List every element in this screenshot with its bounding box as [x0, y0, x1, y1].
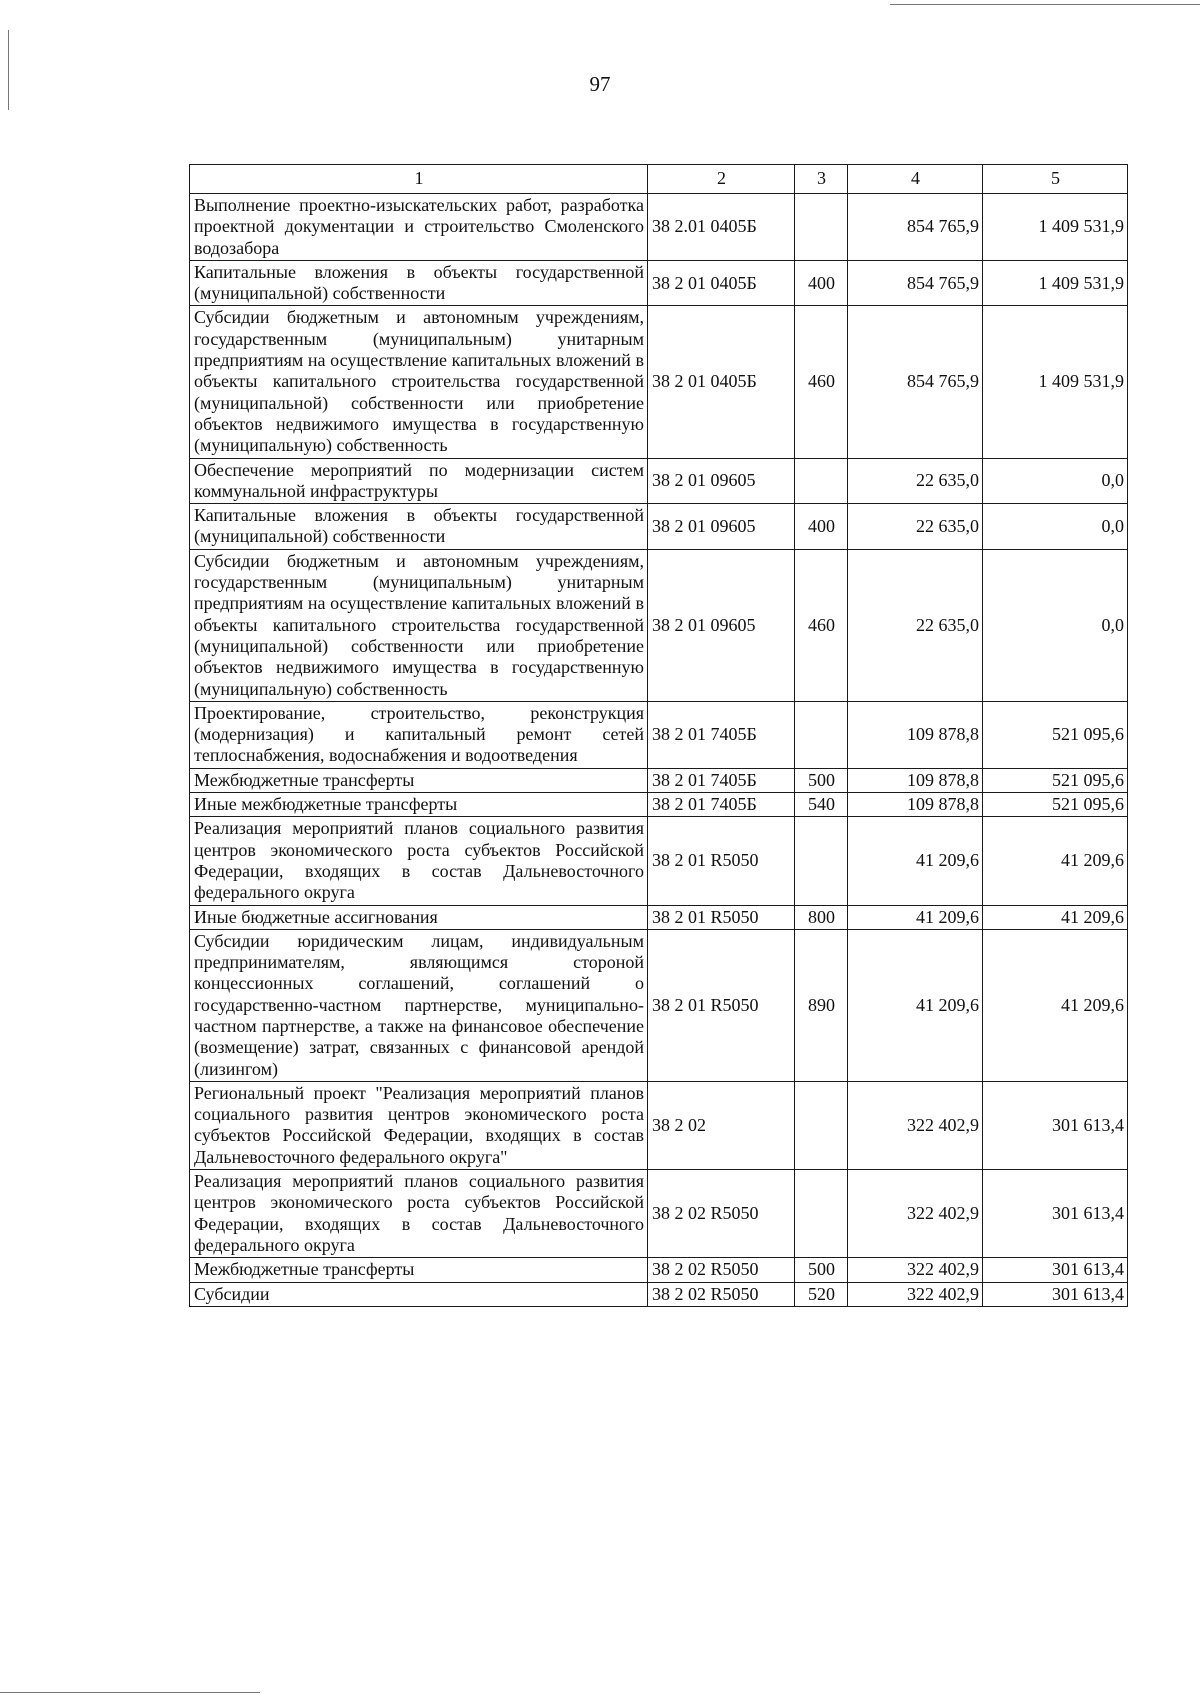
row-code: 38 2 02 R5050: [648, 1258, 795, 1282]
row-value-5: 1 409 531,9: [983, 260, 1128, 306]
row-value-4: 41 209,6: [848, 929, 983, 1081]
row-type: [795, 701, 848, 768]
row-code: 38 2 01 0405Б: [648, 306, 795, 458]
row-value-4: 322 402,9: [848, 1170, 983, 1258]
row-name: Субсидии юридическим лицам, индивидуальным предпринимателям, являющимся стороной концессионных соглашений, соглашений о государственно-частном партнерстве, муниципально-частном партнерстве, а также на финансовое обеспечение (возмещение) затрат, связанных с финансовой арендой (лизингом): [190, 929, 648, 1081]
row-name: Выполнение проектно-изыскательских работ, разработка проектной документации и строительство Смоленского водозабора: [190, 194, 648, 261]
row-name: Межбюджетные трансферты: [190, 1258, 648, 1282]
column-header-5: 5: [983, 165, 1128, 194]
row-value-4: 109 878,8: [848, 701, 983, 768]
row-value-5: 521 095,6: [983, 793, 1128, 817]
table-row: [190, 1081, 1128, 1169]
table-row: [190, 1282, 1128, 1306]
table-row: [190, 260, 1128, 306]
row-value-5: 0,0: [983, 458, 1128, 504]
row-name: Субсидии: [190, 1282, 648, 1306]
row-type: [795, 1170, 848, 1258]
row-name: Реализация мероприятий планов социального развития центров экономического роста субъектов Российской Федерации, входящих в состав Дальневосточного федерального округа: [190, 817, 648, 905]
row-name: Реализация мероприятий планов социального развития центров экономического роста субъектов Российской Федерации, входящих в состав Дальневосточного федерального округа: [190, 1170, 648, 1258]
row-value-5: 41 209,6: [983, 817, 1128, 905]
row-value-5: 301 613,4: [983, 1258, 1128, 1282]
row-code: 38 2.01 0405Б: [648, 194, 795, 261]
column-header-1: 1: [190, 165, 648, 194]
row-value-5: 1 409 531,9: [983, 194, 1128, 261]
row-name: Субсидии бюджетным и автономным учреждениям, государственным (муниципальным) унитарным предприятиям на осуществление капитальных вложений в объекты капитального строительства государственной (муниципальной) собственности или приобретение объектов недвижимого имущества в государственную (муниципальную) собственность: [190, 549, 648, 701]
row-value-5: 0,0: [983, 504, 1128, 550]
row-value-5: 301 613,4: [983, 1081, 1128, 1169]
table-row: [190, 194, 1128, 261]
table-row: [190, 701, 1128, 768]
row-code: 38 2 01 7405Б: [648, 793, 795, 817]
row-type: 520: [795, 1282, 848, 1306]
row-type: 460: [795, 549, 848, 701]
row-type: 800: [795, 905, 848, 929]
row-name: Субсидии бюджетным и автономным учреждениям, государственным (муниципальным) унитарным предприятиям на осуществление капитальных вложений в объекты капитального строительства государственной (муниципальной) собственности или приобретение объектов недвижимого имущества в государственную (муниципальную) собственность: [190, 306, 648, 458]
row-value-5: 521 095,6: [983, 701, 1128, 768]
row-code: 38 2 01 7405Б: [648, 701, 795, 768]
row-name: Обеспечение мероприятий по модернизации систем коммунальной инфраструктуры: [190, 458, 648, 504]
page-number: 97: [589, 72, 611, 96]
row-type: 400: [795, 504, 848, 550]
row-value-5: 41 209,6: [983, 929, 1128, 1081]
row-value-4: 22 635,0: [848, 504, 983, 550]
scan-edge-line-left: [8, 30, 9, 110]
row-name: Иные межбюджетные трансферты: [190, 793, 648, 817]
row-value-4: 22 635,0: [848, 458, 983, 504]
row-value-4: 322 402,9: [848, 1081, 983, 1169]
row-name: Капитальные вложения в объекты государственной (муниципальной) собственности: [190, 504, 648, 550]
row-code: 38 2 01 09605: [648, 504, 795, 550]
row-value-4: 322 402,9: [848, 1258, 983, 1282]
row-value-4: 322 402,9: [848, 1282, 983, 1306]
row-value-4: 109 878,8: [848, 768, 983, 792]
row-type: [795, 1081, 848, 1169]
row-value-5: 1 409 531,9: [983, 306, 1128, 458]
row-value-5: 41 209,6: [983, 905, 1128, 929]
row-value-5: 521 095,6: [983, 768, 1128, 792]
row-value-4: 854 765,9: [848, 306, 983, 458]
row-name: Иные бюджетные ассигнования: [190, 905, 648, 929]
row-code: 38 2 01 R5050: [648, 905, 795, 929]
table-row: [190, 306, 1128, 458]
row-code: 38 2 02 R5050: [648, 1170, 795, 1258]
column-header-4: 4: [848, 165, 983, 194]
table-row: [190, 817, 1128, 905]
row-value-5: 301 613,4: [983, 1170, 1128, 1258]
table-row: [190, 549, 1128, 701]
row-code: 38 2 02: [648, 1081, 795, 1169]
row-value-4: 854 765,9: [848, 194, 983, 261]
row-code: 38 2 01 R5050: [648, 929, 795, 1081]
table-row: [190, 793, 1128, 817]
row-type: [795, 194, 848, 261]
row-type: 500: [795, 1258, 848, 1282]
scan-edge-line-top: [890, 4, 1200, 5]
row-code: 38 2 02 R5050: [648, 1282, 795, 1306]
table-row: [190, 768, 1128, 792]
row-code: 38 2 01 09605: [648, 549, 795, 701]
row-type: 500: [795, 768, 848, 792]
table-row: [190, 929, 1128, 1081]
row-name: Проектирование, строительство, реконструкция (модернизация) и капитальный ремонт сетей теплоснабжения, водоснабжения и водоотведения: [190, 701, 648, 768]
table-row: [190, 504, 1128, 550]
row-type: 540: [795, 793, 848, 817]
row-type: [795, 458, 848, 504]
table-row: [190, 458, 1128, 504]
row-value-5: 0,0: [983, 549, 1128, 701]
column-header-3: 3: [795, 165, 848, 194]
row-code: 38 2 01 7405Б: [648, 768, 795, 792]
row-value-4: 22 635,0: [848, 549, 983, 701]
row-name: Межбюджетные трансферты: [190, 768, 648, 792]
row-value-4: 41 209,6: [848, 817, 983, 905]
table-header-row: [190, 165, 1128, 194]
row-code: 38 2 01 0405Б: [648, 260, 795, 306]
column-header-2: 2: [648, 165, 795, 194]
table-row: [190, 1258, 1128, 1282]
row-value-5: 301 613,4: [983, 1282, 1128, 1306]
row-name: Капитальные вложения в объекты государственной (муниципальной) собственности: [190, 260, 648, 306]
row-type: 460: [795, 306, 848, 458]
scan-edge-line-bottom: [0, 1692, 260, 1693]
table-row: [190, 905, 1128, 929]
row-code: 38 2 01 09605: [648, 458, 795, 504]
table-row: [190, 1170, 1128, 1258]
row-value-4: 41 209,6: [848, 905, 983, 929]
row-code: 38 2 01 R5050: [648, 817, 795, 905]
row-type: 890: [795, 929, 848, 1081]
row-name: Региональный проект "Реализация мероприятий планов социального развития центров экономического роста субъектов Российской Федерации, входящих в состав Дальневосточного федерального округа": [190, 1081, 648, 1169]
row-value-4: 854 765,9: [848, 260, 983, 306]
budget-table: [189, 164, 1128, 1307]
row-value-4: 109 878,8: [848, 793, 983, 817]
row-type: [795, 817, 848, 905]
row-type: 400: [795, 260, 848, 306]
